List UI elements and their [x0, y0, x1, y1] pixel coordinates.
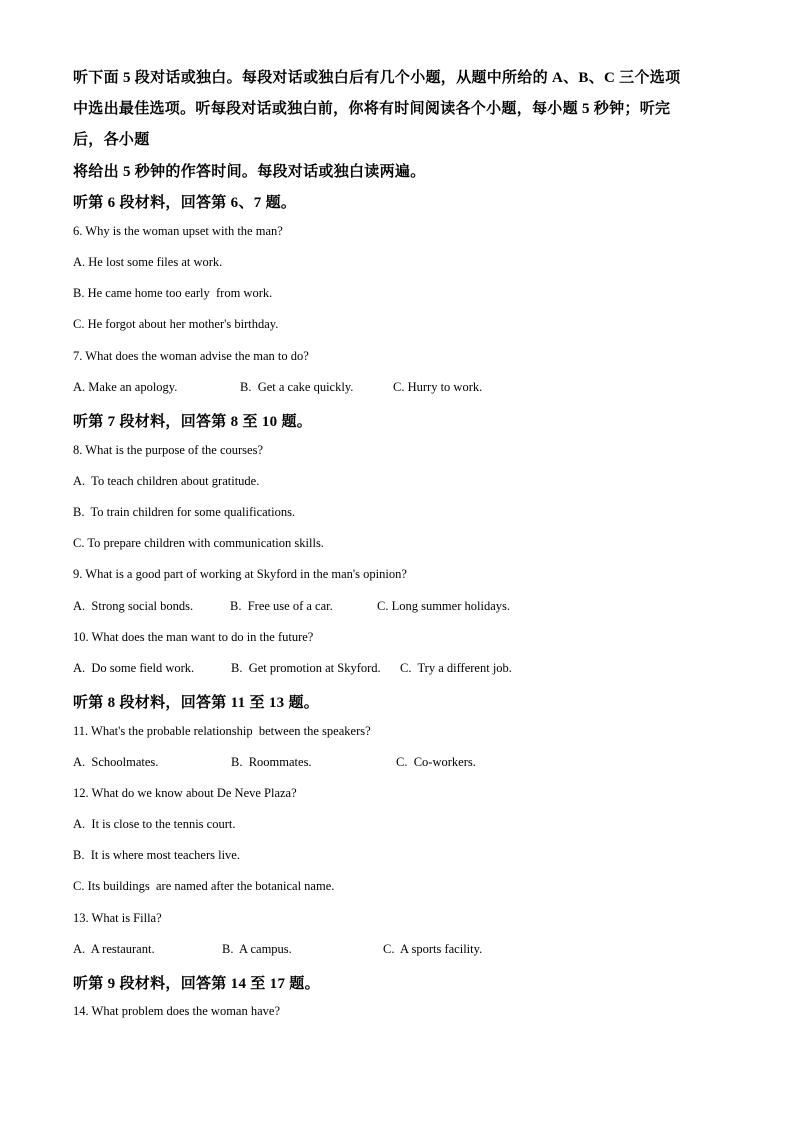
- option-7b: B. Get a cake quickly.: [240, 380, 354, 394]
- question-10: 10. What does the man want to do in the future?: [73, 630, 314, 644]
- option-13a: A. A restaurant.: [73, 942, 155, 956]
- option-9c: C. Long summer holidays.: [377, 599, 510, 613]
- option-11a: A. Schoolmates.: [73, 755, 159, 769]
- option-12c: C. Its buildings are named after the botanical name.: [73, 879, 335, 893]
- option-13b: B. A campus.: [222, 942, 292, 956]
- question-8: 8. What is the purpose of the courses?: [73, 443, 263, 457]
- section-heading-6: 听第 6 段材料，回答第 6、7 题。: [73, 195, 297, 211]
- option-12a: A. It is close to the tennis court.: [73, 817, 236, 831]
- question-6: 6. Why is the woman upset with the man?: [73, 224, 283, 238]
- instructions-line-3: 后，各小题: [73, 132, 150, 148]
- option-10b: B. Get promotion at Skyford.: [231, 661, 381, 675]
- question-11: 11. What's the probable relationship between the speakers?: [73, 724, 371, 738]
- option-8b: B. To train children for some qualifications.: [73, 505, 296, 519]
- question-7: 7. What does the woman advise the man to do?: [73, 349, 309, 363]
- question-14: 14. What problem does the woman have?: [73, 1004, 281, 1018]
- option-12b: B. It is where most teachers live.: [73, 848, 240, 862]
- question-9: 9. What is a good part of working at Skyford in the man's opinion?: [73, 567, 407, 581]
- section-heading-7: 听第 7 段材料，回答第 8 至 10 题。: [73, 414, 313, 430]
- option-10a: A. Do some field work.: [73, 661, 195, 675]
- option-10c: C. Try a different job.: [400, 661, 512, 675]
- option-11c: C. Co-workers.: [396, 755, 476, 769]
- instructions-line-2: 中选出最佳选项。听每段对话或独白前，你将有时间阅读各个小题，每小题 5 秒钟；听完: [73, 101, 671, 117]
- option-6b: B. He came home too early from work.: [73, 286, 273, 300]
- option-8a: A. To teach children about gratitude.: [73, 474, 260, 488]
- section-heading-8: 听第 8 段材料，回答第 11 至 13 题。: [73, 695, 320, 711]
- option-11b: B. Roommates.: [231, 755, 312, 769]
- option-9b: B. Free use of a car.: [230, 599, 333, 613]
- option-13c: C. A sports facility.: [383, 942, 483, 956]
- option-6c: C. He forgot about her mother's birthday.: [73, 317, 279, 331]
- option-9a: A. Strong social bonds.: [73, 599, 194, 613]
- question-12: 12. What do we know about De Neve Plaza?: [73, 786, 297, 800]
- option-7a: A. Make an apology.: [73, 380, 178, 394]
- instructions-line-4: 将给出 5 秒钟的作答时间。每段对话或独白读两遍。: [73, 164, 426, 180]
- instructions-line-1: 听下面 5 段对话或独白。每段对话或独白后有几个小题，从题中所给的 A、B、C 三个选项: [73, 70, 681, 86]
- option-6a: A. He lost some files at work.: [73, 255, 223, 269]
- option-8c: C. To prepare children with communication skills.: [73, 536, 324, 550]
- question-13: 13. What is Filla?: [73, 911, 162, 925]
- section-heading-9: 听第 9 段材料，回答第 14 至 17 题。: [73, 976, 320, 992]
- option-7c: C. Hurry to work.: [393, 380, 483, 394]
